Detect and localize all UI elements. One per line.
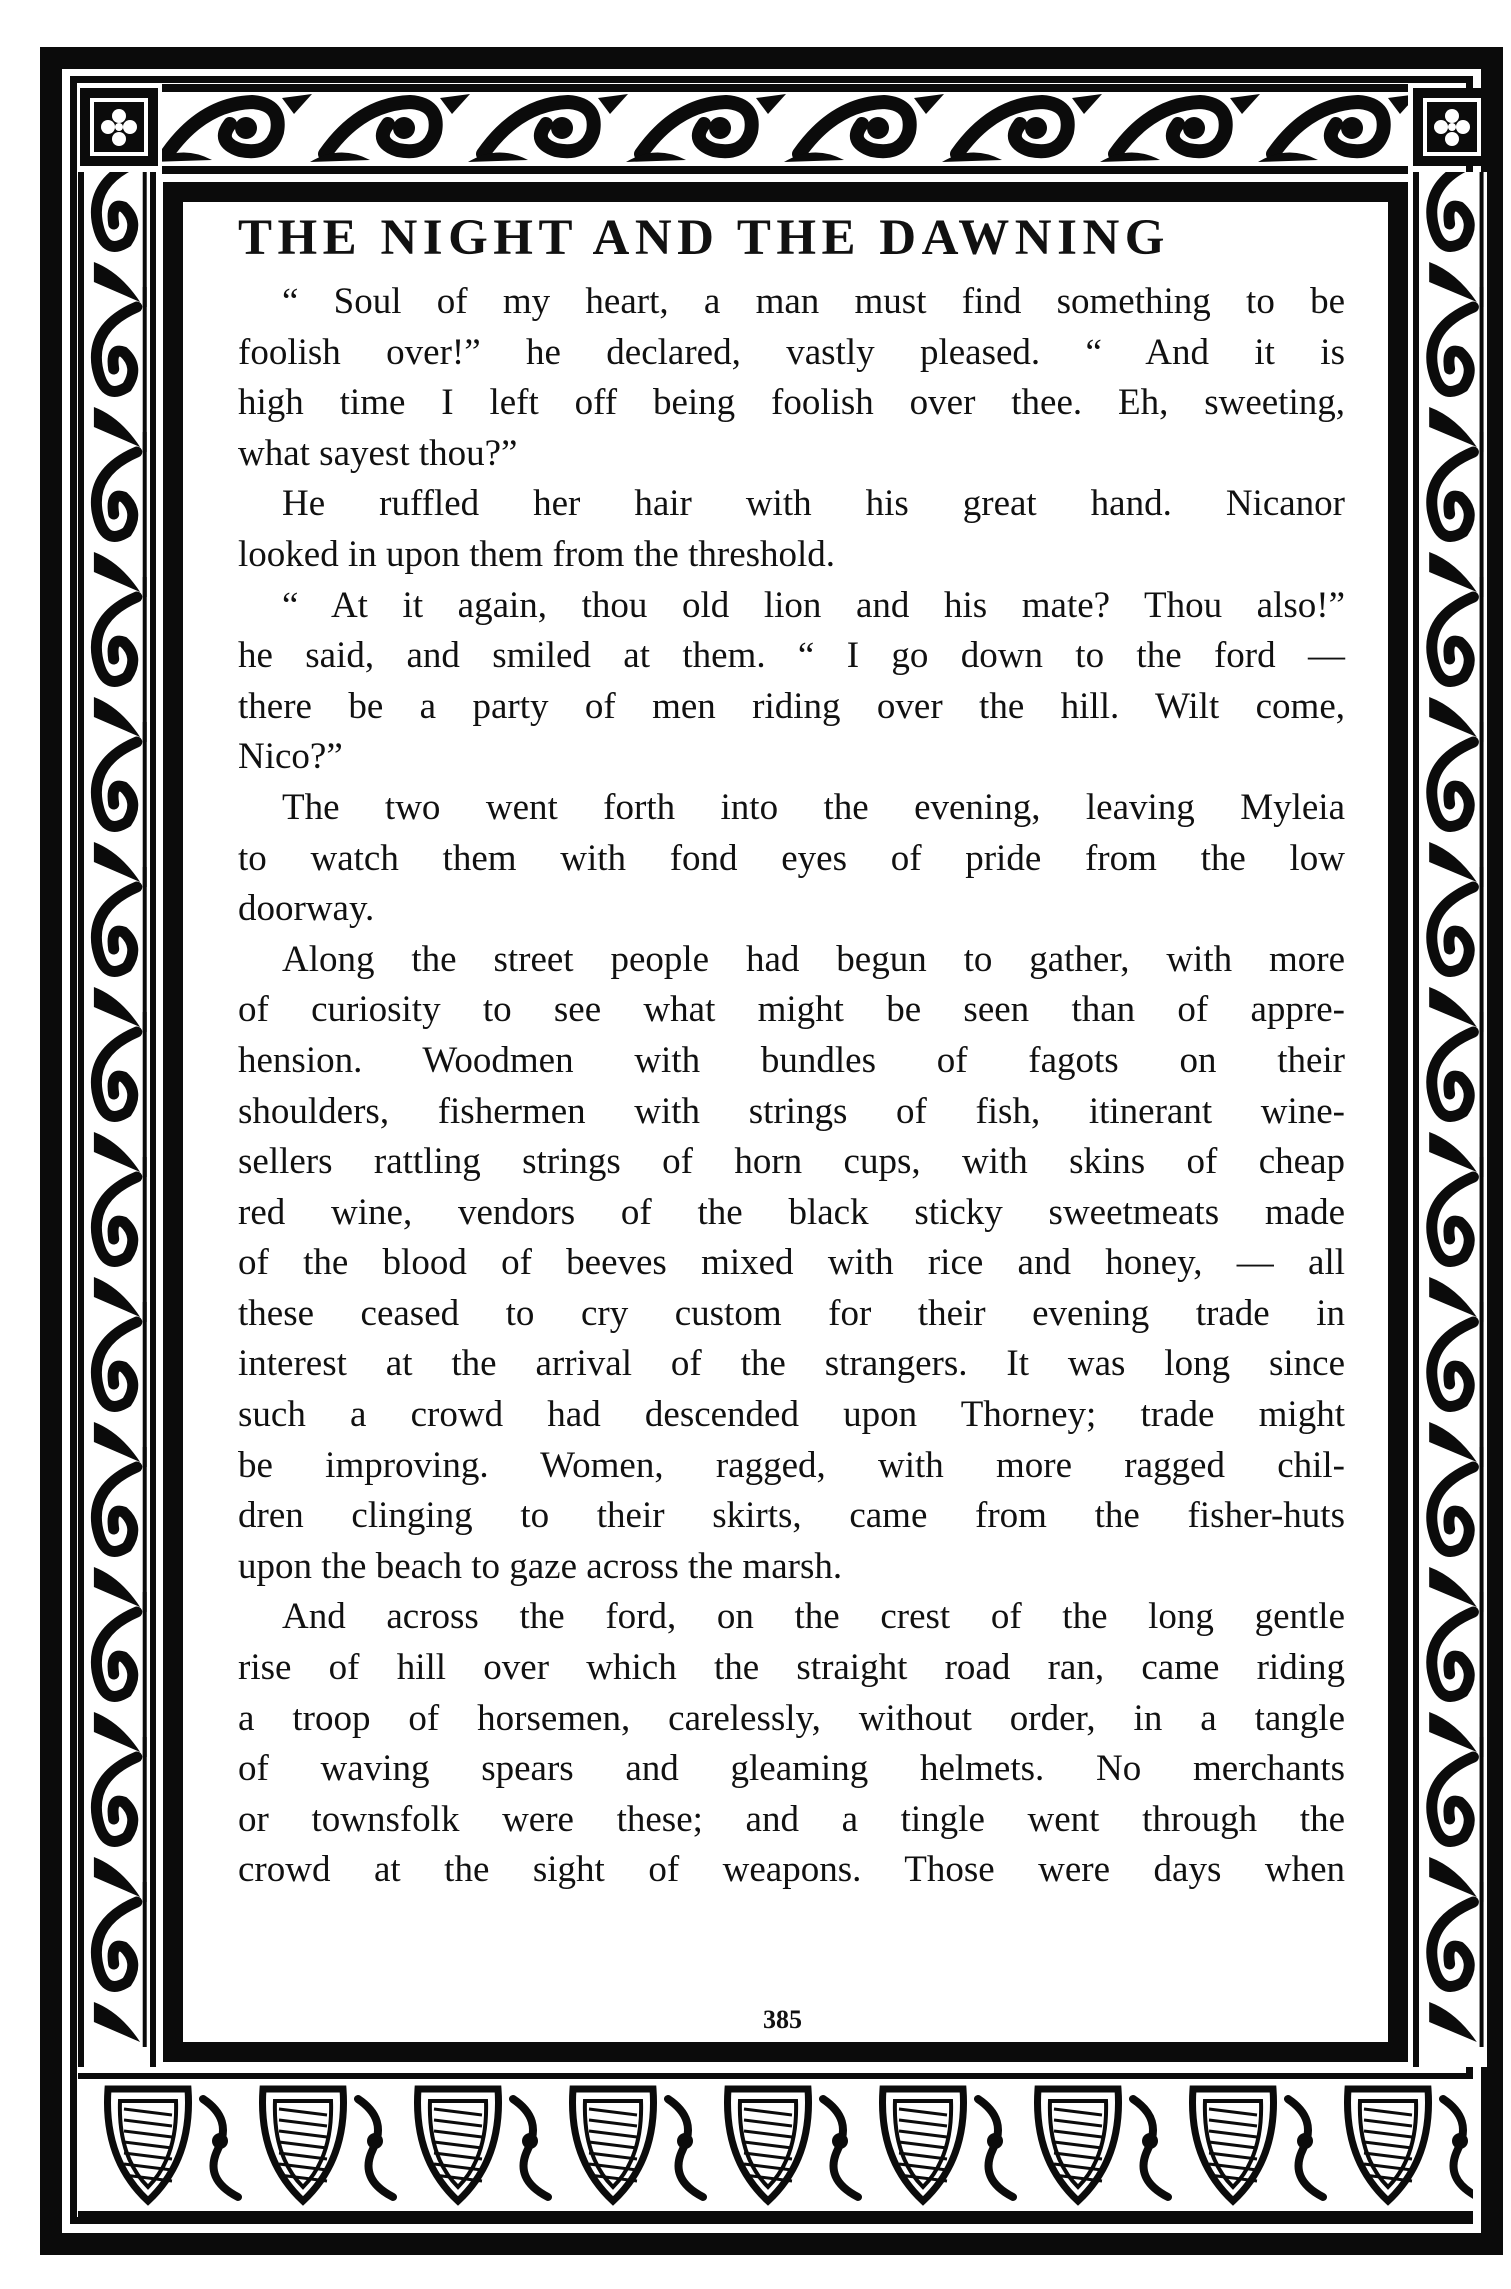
text-line: such a crowd had descended upon Thorney; trade might [238, 1394, 1345, 1436]
paragraph [238, 1592, 1345, 1896]
text-line: sellers rattling strings of horn cups, with skins of cheap [238, 1141, 1345, 1183]
chapter-title: THE NIGHT AND THE DAWNING [238, 210, 1170, 266]
text-line: crowd at the sight of weapons. Those were days when [238, 1849, 1345, 1891]
paragraph [238, 935, 1345, 1593]
text-line: shoulders, fishermen with strings of fish, itinerant wine- [238, 1090, 1345, 1132]
page-content [238, 208, 1345, 1896]
text-line: to watch them with fond eyes of pride from the low [238, 837, 1345, 879]
text-line: foolish over!” he declared, vastly pleased. “ And it is [238, 331, 1345, 373]
paragraph [238, 581, 1345, 783]
text-line: what sayest thou?” [238, 432, 518, 474]
right-ornament-panel [1413, 172, 1493, 2067]
text-line: a troop of horsemen, carelessly, without order, in a tangle [238, 1697, 1345, 1739]
text-line: or townsfolk were these; and a tingle went through the [238, 1798, 1345, 1840]
text-line: “ At it again, thou old lion and his mate? Thou also!” [282, 584, 1345, 626]
text-line: looked in upon them from the threshold. [238, 533, 836, 575]
corner-ornament-top-right [1413, 88, 1491, 166]
text-line: dren clinging to their skirts, came from the fisher-huts [238, 1495, 1345, 1537]
text-line: doorway. [238, 888, 375, 930]
text-line: interest at the arrival of the strangers. It was long since [238, 1343, 1345, 1385]
text-line: He ruffled her hair with his great hand. Nicanor [282, 483, 1345, 525]
text-line: red wine, vendors of the black sticky sweetmeats made [238, 1191, 1345, 1233]
quatrefoil-flower-icon [80, 88, 158, 166]
text-line: The two went forth into the evening, leaving Myleia [282, 786, 1345, 828]
text-line: “ Soul of my heart, a man must find something to be [282, 281, 1345, 322]
text-line: these ceased to cry custom for their evening trade in [238, 1292, 1345, 1334]
text-line: Along the street people had begun to gather, with more [282, 938, 1345, 980]
paragraph [238, 783, 1345, 935]
text-line: Nico?” [238, 736, 343, 778]
corner-ornament-top-left [80, 88, 158, 166]
bottom-ornament-band [78, 2073, 1473, 2217]
text-line: there be a party of men riding over the hill. Wilt come, [238, 685, 1345, 727]
scroll-foliage-icon [162, 84, 1408, 174]
text-line: rise of hill over which the straight road ran, came riding [238, 1647, 1345, 1689]
quatrefoil-flower-icon [1413, 88, 1491, 166]
text-line: he said, and smiled at them. “ I go down to the ford — [238, 635, 1345, 677]
text-line: of curiosity to see what might be seen than of appre- [238, 989, 1345, 1031]
top-ornament-band [162, 84, 1408, 174]
text-line: of waving spears and gleaming helmets. No merchants [238, 1748, 1345, 1790]
paragraph [238, 479, 1345, 580]
text-line: be improving. Women, ragged, with more ragged chil- [238, 1444, 1345, 1486]
scroll-vine-icon [1419, 172, 1487, 2067]
heraldic-shield-band [78, 2079, 1473, 2211]
text-line: hension. Woodmen with bundles of fagots on their [238, 1039, 1345, 1081]
body-text [238, 277, 1345, 1896]
text-line: high time I left off being foolish over thee. Eh, sweeting, [238, 382, 1345, 424]
paragraph [238, 277, 1345, 479]
page-number: 385 [763, 2005, 802, 2034]
text-line: upon the beach to gaze across the marsh. [238, 1545, 843, 1587]
text-line: And across the ford, on the crest of the long gentle [282, 1596, 1345, 1638]
left-ornament-panel [78, 172, 156, 2067]
text-line: of the blood of beeves mixed with rice and honey, — all [238, 1242, 1345, 1284]
scroll-vine-icon [84, 172, 150, 2067]
